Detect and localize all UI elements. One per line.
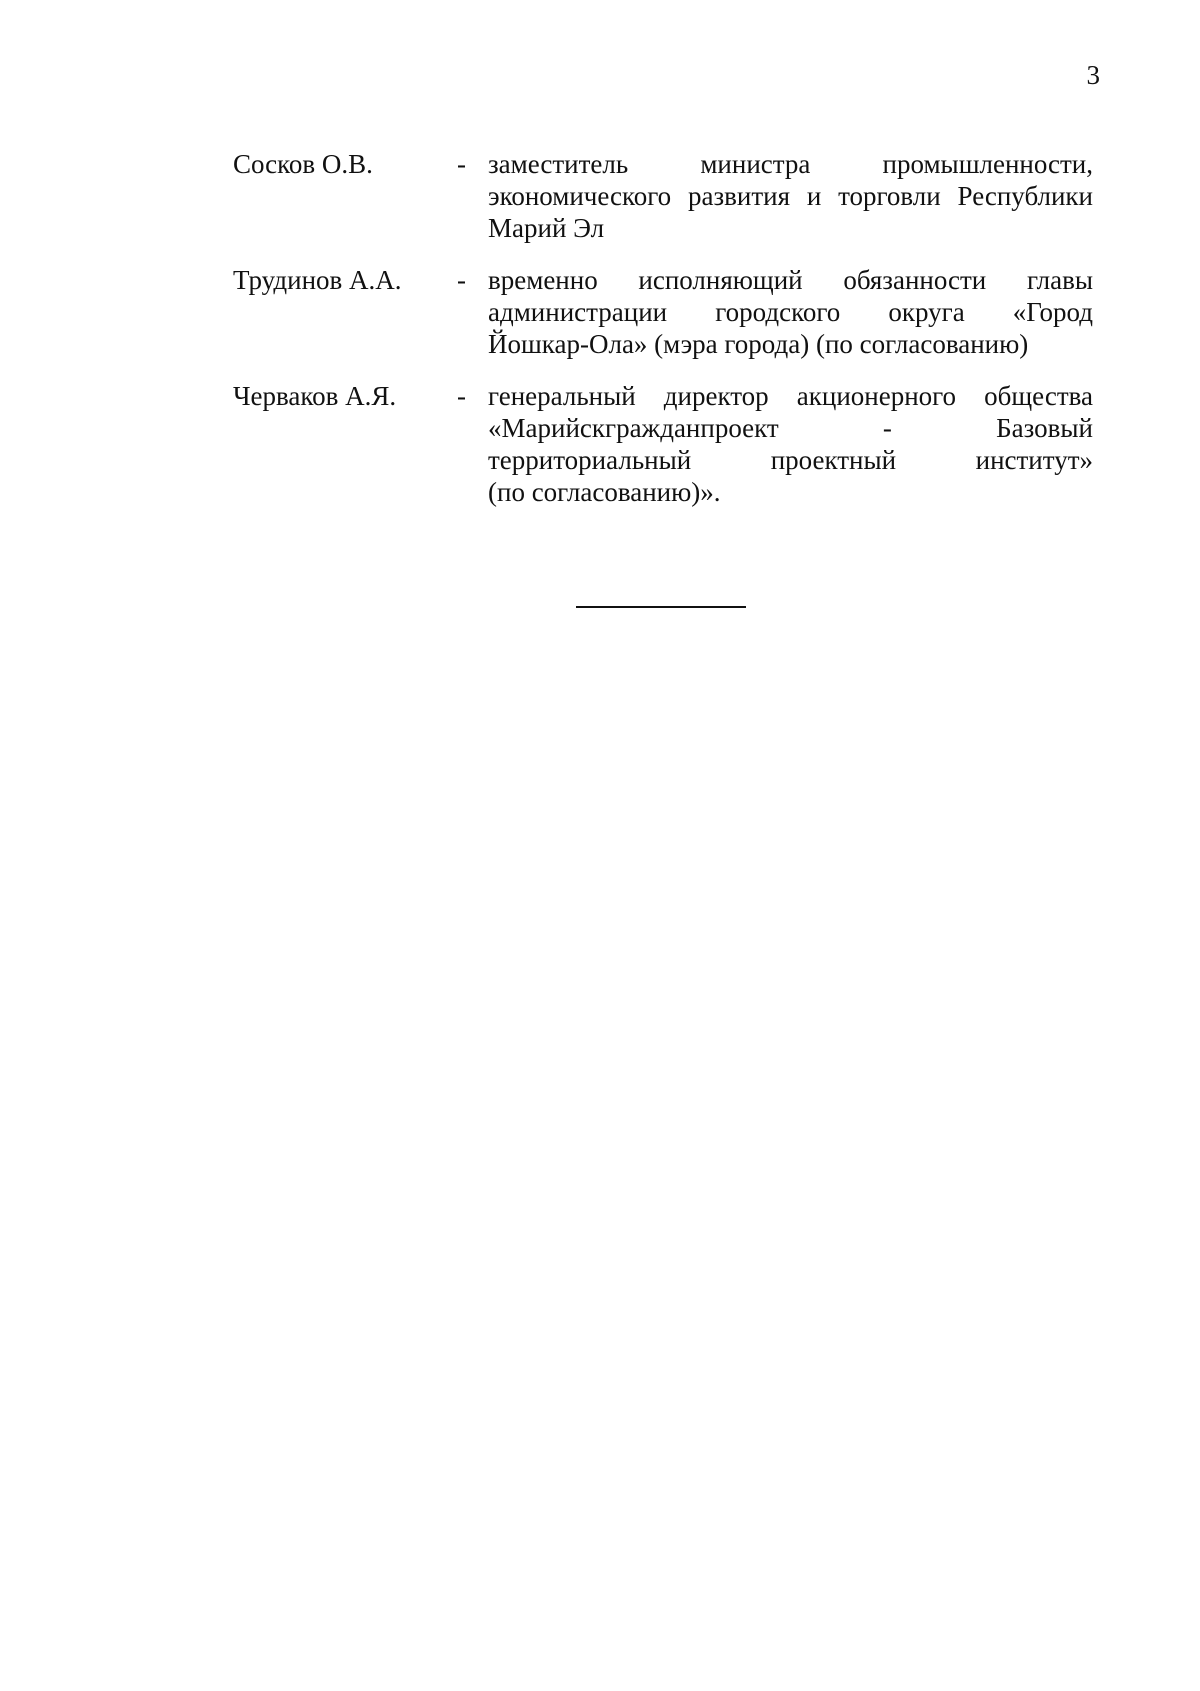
member-role (488, 380, 1093, 508)
list-item (233, 148, 1093, 244)
role-line: Марий Эл (488, 213, 605, 243)
role-line: Йошкар-Ола» (мэра города) (по согласованию) (488, 329, 1029, 359)
member-name: Черваков А.Я. (233, 381, 397, 411)
list-item (233, 380, 1093, 508)
member-dash: - (457, 265, 466, 295)
list-item (233, 264, 1093, 360)
member-list (233, 148, 1093, 528)
end-of-document-rule (576, 606, 746, 608)
member-dash: - (457, 149, 466, 179)
role-line: территориальный проектный институт» (488, 445, 1093, 475)
role-line: генеральный директор акционерного общества (488, 381, 1093, 411)
member-role (488, 148, 1093, 244)
member-name: Сосков О.В. (233, 149, 373, 179)
role-line: администрации городского округа «Город (488, 297, 1093, 327)
member-role (488, 264, 1093, 360)
role-line: заместитель министра промышленности, (488, 149, 1093, 179)
member-name: Трудинов А.А. (233, 265, 402, 295)
role-line: временно исполняющий обязанности главы (488, 265, 1093, 295)
role-line: «Марийскгражданпроект - Базовый (488, 413, 1093, 443)
role-line: (по согласованию)». (488, 477, 721, 507)
role-line: экономического развития и торговли Республики (488, 181, 1093, 211)
page-number: 3 (1086, 60, 1100, 90)
member-dash: - (457, 381, 466, 411)
